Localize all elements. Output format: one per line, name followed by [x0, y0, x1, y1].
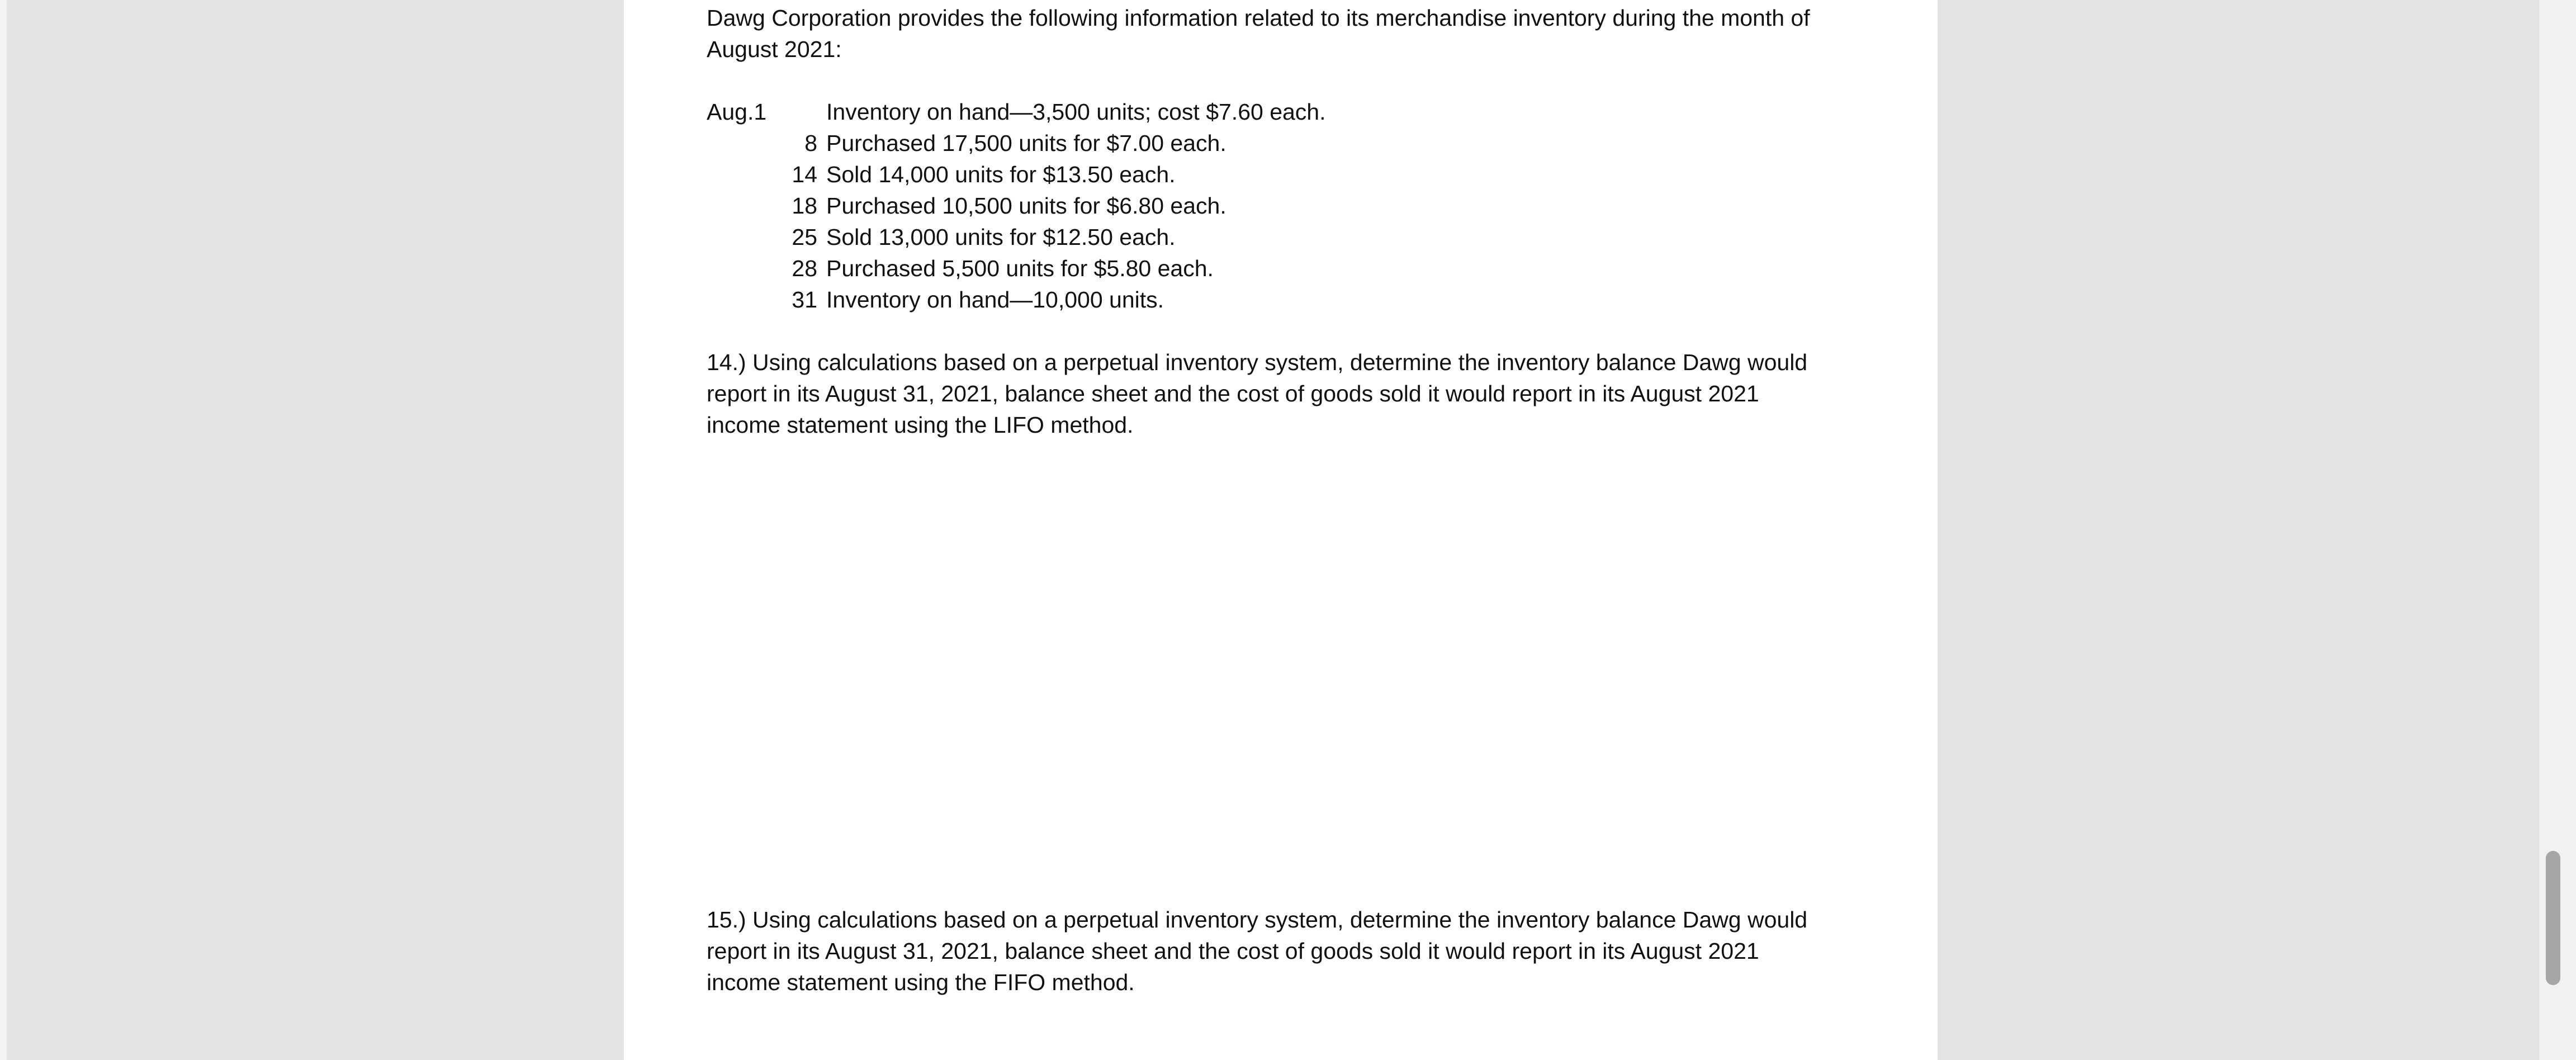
question-15: 15.) Using calculations based on a perpetual inventory system, determine the inventory balance Dawg would report in its August 31, 2021, balance sheet and the cost of goods sold it would report in its August 2021 income statement using the FIFO method.: [707, 907, 1808, 995]
entry-text: Sold 14,000 units for $13.50 each.: [826, 162, 1176, 187]
entry-text: Purchased 17,500 units for $7.00 each.: [826, 130, 1227, 156]
scrollbar-thumb[interactable]: [2546, 851, 2560, 985]
page-content: [707, 0, 1813, 995]
entry-row: [707, 190, 1813, 221]
entry-row: [707, 127, 1813, 159]
window-left-edge: [0, 0, 7, 1060]
entry-text: Purchased 5,500 units for $5.80 each.: [826, 255, 1214, 281]
entry-row: [707, 284, 1813, 315]
entry-text: Purchased 10,500 units for $6.80 each.: [826, 193, 1227, 219]
inventory-entries: [707, 96, 1813, 315]
vertical-scrollbar[interactable]: [2539, 0, 2576, 1060]
entry-row: [707, 221, 1813, 253]
entry-row: [707, 253, 1813, 284]
question-14: 14.) Using calculations based on a perpetual inventory system, determine the inventory balance Dawg would report in its August 31, 2021, balance sheet and the cost of goods sold it would report in its August 2021 income statement using the LIFO method.: [707, 349, 1808, 438]
entry-text: Sold 13,000 units for $12.50 each.: [826, 224, 1176, 250]
entry-date: 31: [792, 287, 817, 313]
entry-date: Aug.1: [707, 99, 767, 125]
intro-paragraph: Dawg Corporation provides the following information related to its merchandise inventory during the month of August 2021:: [707, 5, 1810, 62]
entry-text: Inventory on hand—10,000 units.: [826, 287, 1164, 313]
entry-date: 18: [792, 193, 817, 219]
entry-row: [707, 159, 1813, 190]
entry-date: 14: [792, 162, 817, 187]
document-viewport: [7, 0, 2539, 1060]
entry-row: [707, 96, 1813, 127]
entry-text: Inventory on hand—3,500 units; cost $7.60 each.: [826, 99, 1326, 125]
entry-date: 8: [804, 130, 817, 156]
entry-date: 25: [792, 224, 817, 250]
blank-line: [707, 65, 1813, 96]
document-page: [624, 0, 1938, 1060]
entry-date: 28: [792, 255, 817, 281]
